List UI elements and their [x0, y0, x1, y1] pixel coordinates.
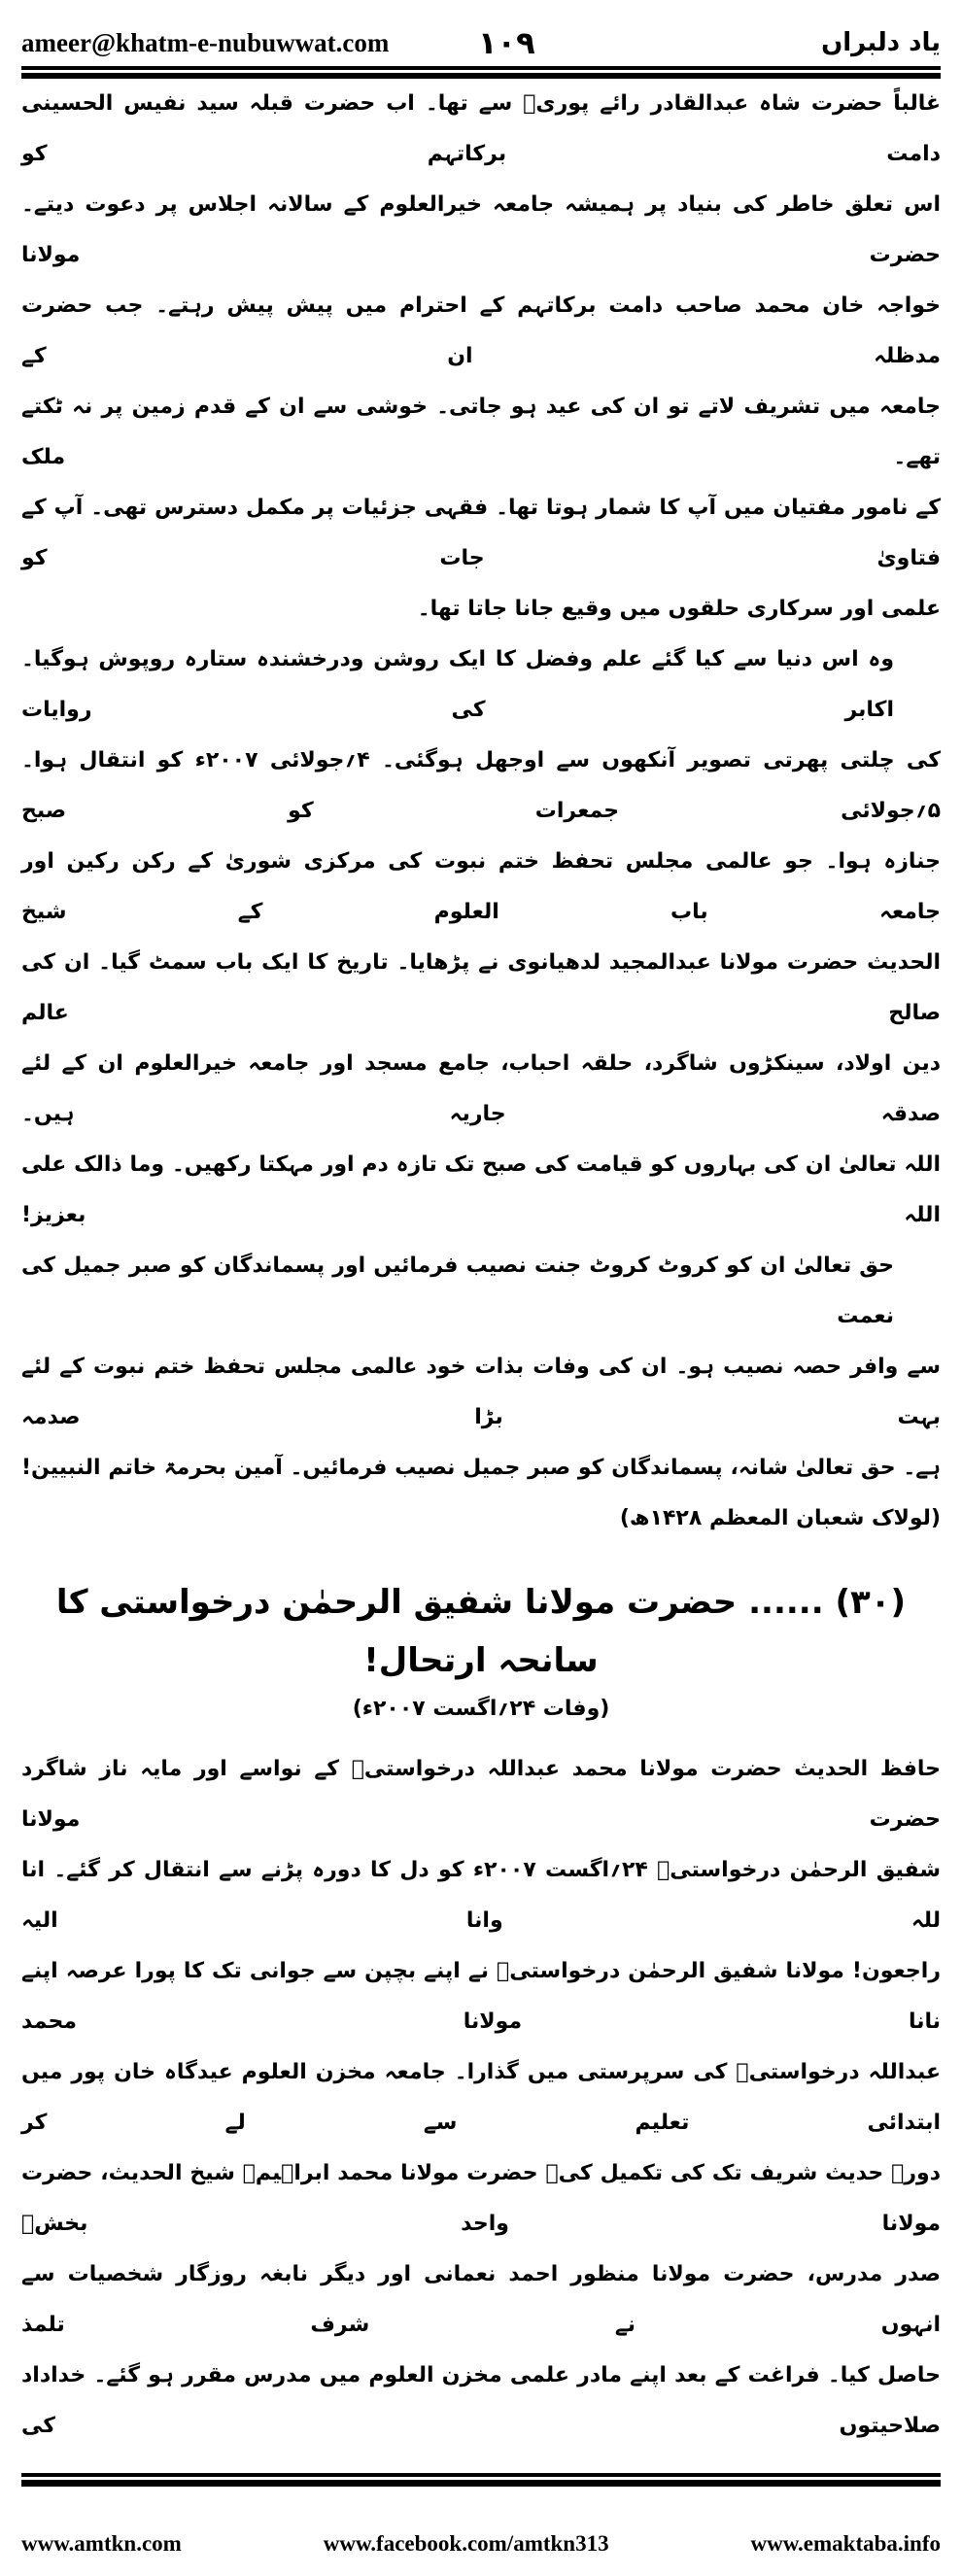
footer-rule	[21, 2473, 941, 2477]
footer-link-emaktaba[interactable]: www.emaktaba.info	[750, 2531, 941, 2556]
text-line: راجعون! مولانا شفیق الرحمٰن درخواستیؒ نے اپنے بچپن سے جوانی تک کا پورا عرصہ اپنے نانا مولانا محمد	[21, 1959, 941, 2034]
section-2-text	[21, 1744, 941, 2452]
book-title: یاد دلبراں	[821, 28, 941, 57]
footer-link-amtkn[interactable]: www.amtkn.com	[21, 2531, 182, 2556]
text-line: شفیق الرحمٰن درخواستیؒ ۲۴؍اگست ۲۰۰۷ء کو دل کا دورہ پڑنے سے انتقال کر گئے۔ انا للہ وانا الیہ	[21, 1858, 941, 1933]
text-line: علمی اور سرکاری حلقوں میں وقیع جانا جاتا تھا۔	[417, 597, 941, 621]
section-1-text	[21, 79, 941, 1544]
text-line: جنازہ ہوا۔ جو عالمی مجلس تحفظ ختم نبوت کی مرکزی شوریٰ کے رکن رکین اور جامعہ باب العلوم کے شیخ	[21, 849, 941, 924]
text-line: غالباً حضرت شاہ عبدالقادر رائے پوریؒ سے تھا۔ اب حضرت قبلہ سید نفیس الحسینی دامت برکاتہم کو	[21, 91, 941, 166]
text-line: وہ اس دنیا سے کیا گئے علم وفضل کا ایک روشن ودرخشندہ ستارہ روپوش ہوگیا۔ اکابر کی روایات	[21, 647, 894, 722]
text-line: ہے۔ حق تعالیٰ شانہ، پسماندگان کو صبر جمیل نصیب فرمائیں۔ آمین بحرمۃ خاتم النبیین!	[21, 1456, 941, 1480]
text-line: سے وافر حصہ نصیب ہو۔ ان کی وفات بذات خود عالمی مجلس تحفظ ختم نبوت کے لئے بہت بڑا صدمہ	[21, 1355, 941, 1429]
text-line: اس تعلق خاطر کی بنیاد پر ہمیشہ جامعہ خیرالعلوم کے سالانہ اجلاس پر دعوت دیتے۔ حضرت مولانا	[21, 192, 941, 267]
chapter-heading: (۳۰) ...... حضرت مولانا شفیق الرحمٰن درخواستی کا سانحہ ارتحال!	[55, 1583, 907, 1680]
text-line: کے نامور مفتیان میں آپ کا شمار ہوتا تھا۔ فقہی جزئیات پر مکمل دسترس تھی۔ آپ کے فتاویٰ جات کو	[21, 496, 941, 570]
source-citation: (لولاک شعبان المعظم ۱۴۲۸ھ)	[619, 1506, 941, 1530]
text-line: حق تعالیٰ ان کو کروٹ کروٹ جنت نصیب فرمائیں اور پسماندگان کو صبر جمیل کی نعمت	[21, 1254, 894, 1328]
text-line: الحدیث حضرت مولانا عبدالمجید لدھیانوی نے پڑھایا۔ تاریخ کا ایک باب سمٹ گیا۔ ان کی صالح عالم	[21, 950, 941, 1025]
page-header	[21, 21, 941, 64]
chapter-subheading: (وفات ۲۴؍اگست ۲۰۰۷ء)	[352, 1697, 610, 1721]
text-line: خواجہ خان محمد صاحب دامت برکاتہم کے احترام میں پیش پیش رہتے۔ جب حضرت مدظلہ ان کے	[21, 293, 941, 368]
text-line: صدر مدرس، حضرت مولانا منظور احمد نعمانی اور دیگر نابغہ روزگار شخصیات سے انہوں نے شرف تلمذ	[21, 2262, 941, 2337]
text-line: حافظ الحدیث حضرت مولانا محمد عبداللہ درخواستیؒ کے نواسے اور مایہ ناز شاگرد حضرت مولانا	[21, 1757, 941, 1832]
text-line: عبداللہ درخواستیؒ کی سرپرستی میں گذارا۔ جامعہ مخزن العلوم عیدگاہ خان پور میں ابتدائی تعلیم سے لے کر	[21, 2060, 941, 2135]
text-line: اللہ تعالیٰ ان کی بہاروں کو قیامت کی صبح تک تازہ دم اور مہکتا رکھیں۔ وما ذالک علی اللہ بعزیز!	[21, 1152, 941, 1227]
text-line: حاصل کیا۔ فراغت کے بعد اپنے مادر علمی مخزن العلوم میں مدرس مقرر ہو گئے۔ خداداد صلاحیتوں کی	[21, 2363, 941, 2438]
text-line: دین اولاد، سینکڑوں شاگرد، حلقہ احباب، جامع مسجد اور جامعہ خیرالعلوم ان کے لئے صدقہ جاریہ ہیں۔	[21, 1051, 941, 1126]
page-footer	[21, 2531, 941, 2557]
footer-link-facebook[interactable]: www.facebook.com/amtkn313	[323, 2531, 609, 2556]
footer-rule-thick	[21, 2480, 941, 2487]
text-line: دورہ حدیث شریف تک کی تکمیل کی۔ حضرت مولانا محمد ابراہیمؒ شیخ الحدیث، حضرت مولانا واحد بخشؒ	[21, 2161, 941, 2236]
header-rule	[21, 66, 941, 70]
text-line: کی چلتی پھرتی تصویر آنکھوں سے اوجھل ہوگئی۔ ۴؍جولائی ۲۰۰۷ء کو انتقال ہوا۔ ۵؍جولائی جمعرات کو صبح	[21, 748, 941, 823]
page-number: ۱۰۹	[478, 24, 535, 61]
header-email: ameer@khatm-e-nubuwwat.com	[21, 27, 390, 57]
text-line: جامعہ میں تشریف لاتے تو ان کی عید ہو جاتی۔ خوشی سے ان کے قدم زمین پر نہ ٹکتے تھے۔ ملک	[21, 395, 941, 469]
